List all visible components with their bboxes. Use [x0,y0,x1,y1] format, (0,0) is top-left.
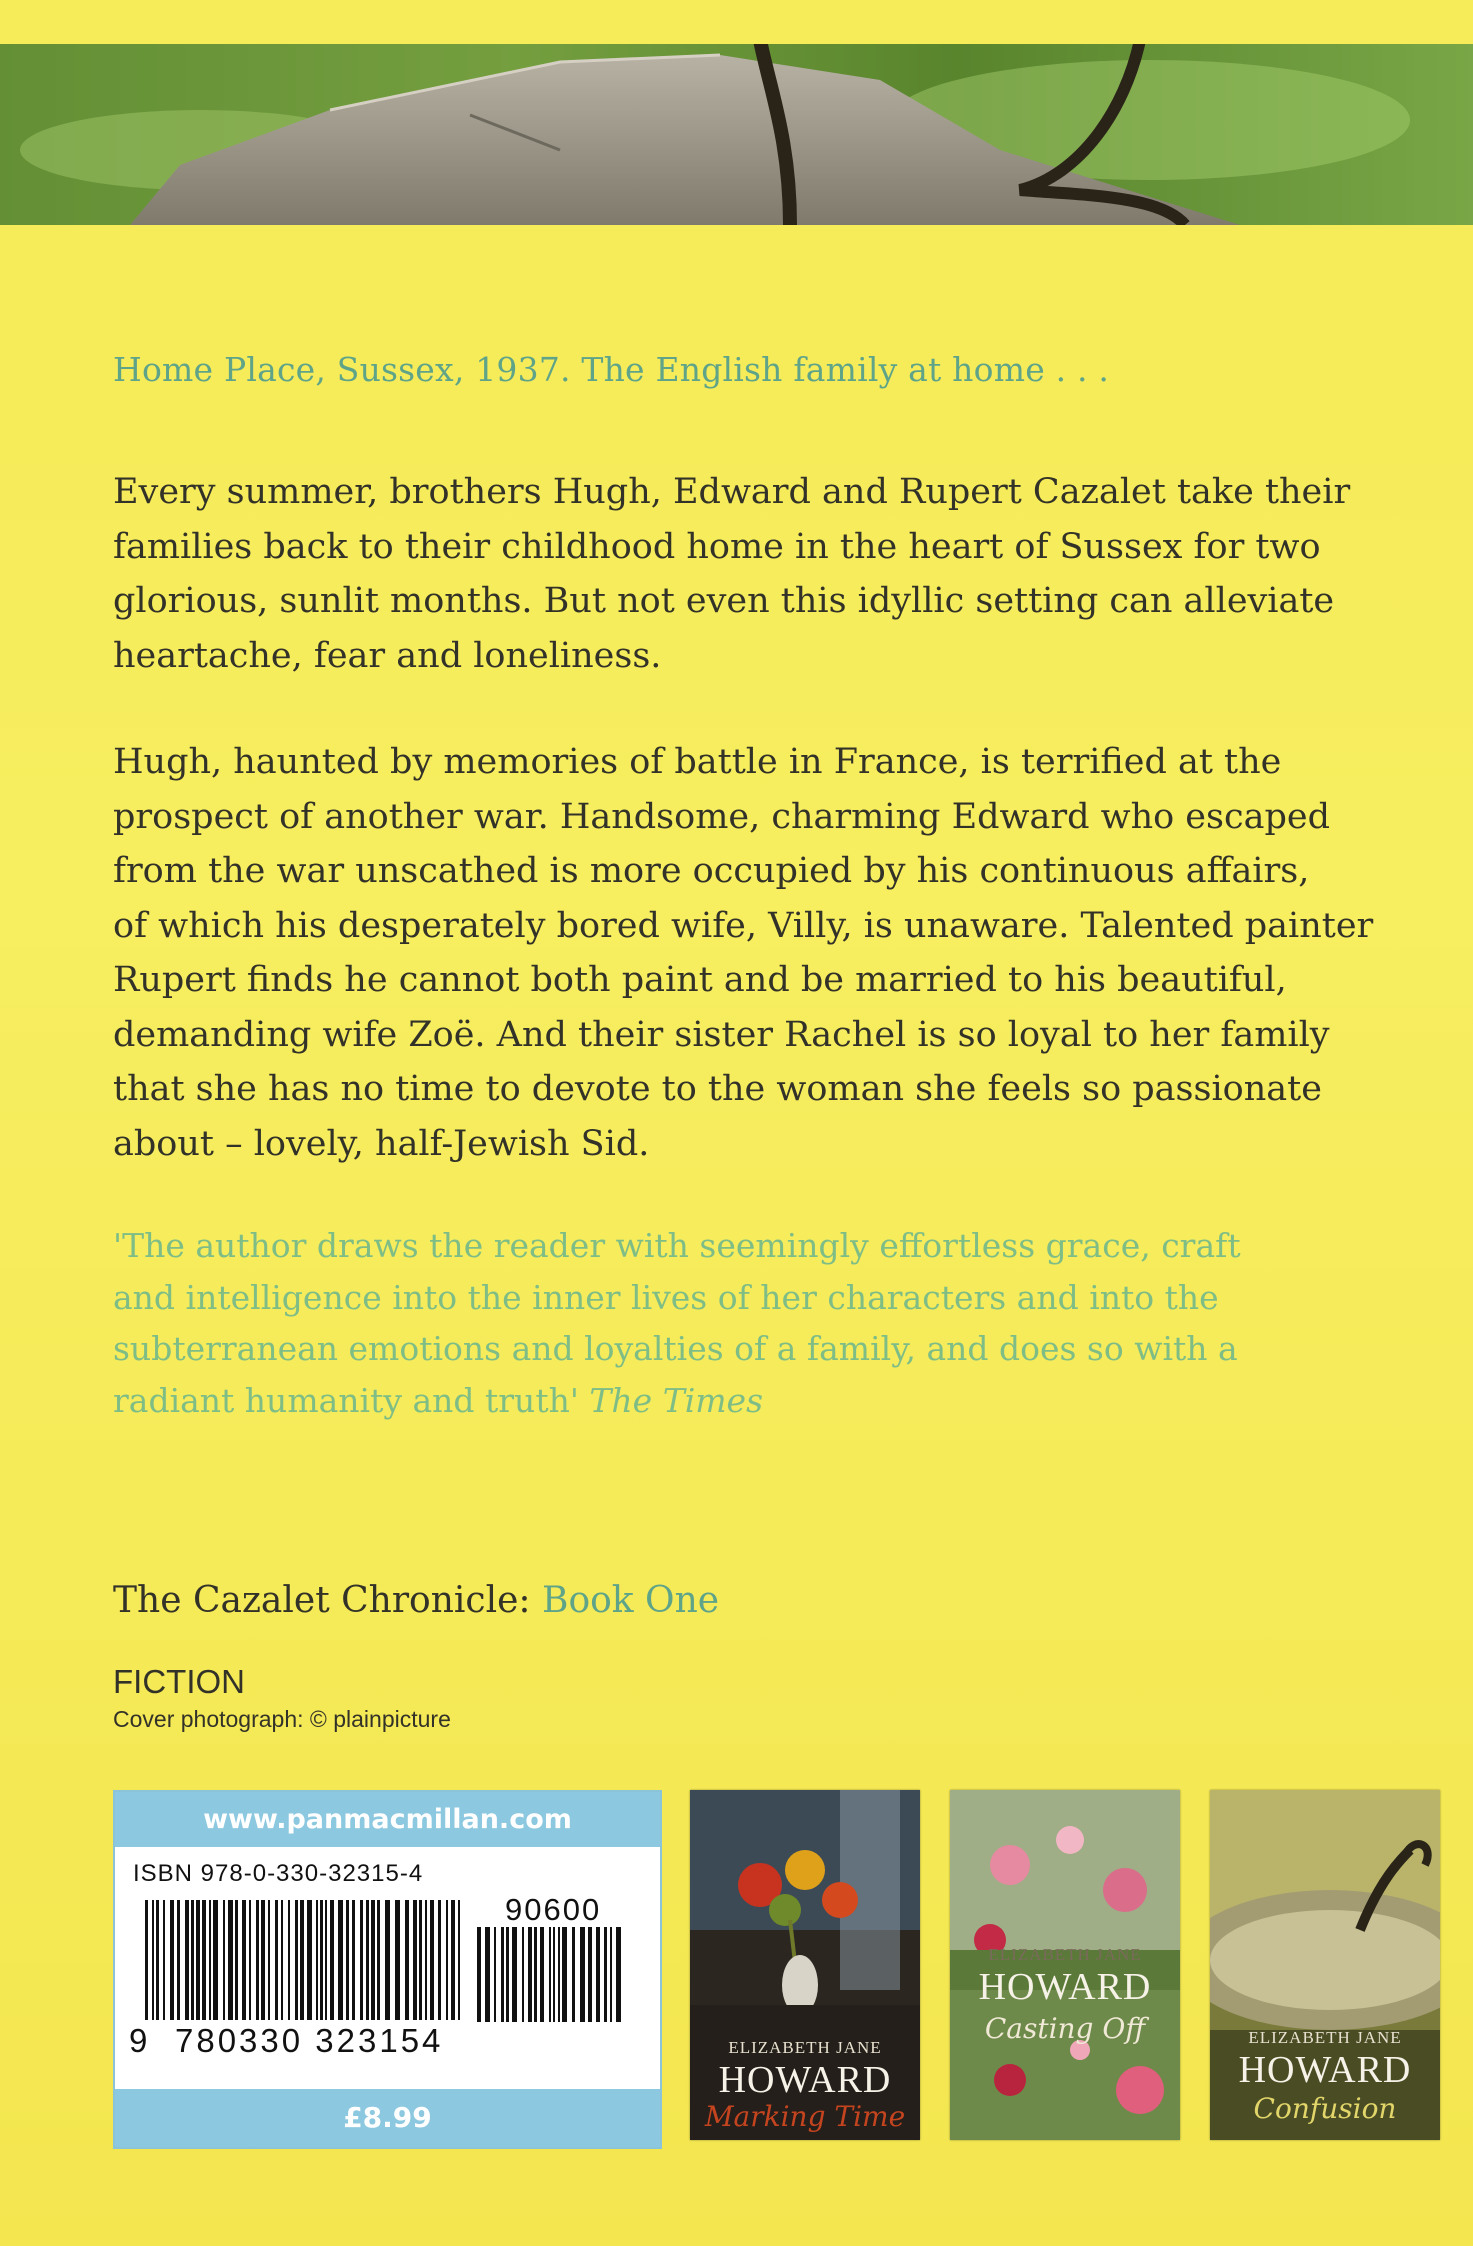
barcode-bar [438,1900,441,2020]
barcode-bar [494,1927,496,2022]
barcode-bar [307,1900,312,2020]
author-first-name: ELIZABETH [728,2038,831,2057]
barcode-bar [549,1927,551,2022]
barcode-bar [191,1900,194,2020]
price-label: £8.99 [115,2089,660,2147]
barcode-bar [528,1927,532,2022]
barcode-bar [360,1900,363,2020]
barcode-bar [352,1900,355,2020]
barcode-bar [300,1900,304,2020]
barcode-bar [616,1927,621,2022]
barcode-bar [228,1900,233,2020]
ean-first-digit: 9 [129,2022,148,2059]
barcode-bar [256,1900,259,2020]
thumb-title: Marking Time [704,2100,906,2133]
text-line: from the war unscathed is more occupied by his continuous affairs, [113,851,1310,891]
barcode-bar [377,1900,380,2020]
thumb-author-surname: HOWARD [718,2059,892,2101]
text-line: that she has no time to devote to the woman she feels so passionate [113,1069,1322,1109]
barcode-bar [152,1900,154,2020]
author-middle-name: JANE [836,2038,882,2057]
text-line: subterranean emotions and loyalties of a family, and does so with a [113,1329,1238,1368]
barcode-bar [501,1927,504,2022]
barcode-bar [425,1900,427,2020]
barcode-bar [477,1927,481,2022]
addon-barcode-icon [477,1927,627,2022]
barcode-bar [288,1900,290,2020]
barcode-bar [446,1900,448,2020]
book-thumbnail-confusion [1210,1790,1440,2140]
garden-photo-icon [0,0,1473,225]
barcode-bar [366,1900,369,2020]
barcode-bar [213,1900,218,2020]
thumb-author-surname: HOWARD [1238,2049,1412,2091]
thumb-author-first [690,2038,920,2058]
synopsis-paragraph-1 [113,465,1383,683]
barcode-bar [316,1900,318,2020]
barcode-bar [235,1900,238,2020]
barcode-bar [223,1900,225,2020]
review-quote [113,1220,1383,1426]
barcode-bar [596,1927,600,2022]
barcode-bar [610,1927,612,2022]
series-name: The Cazalet Chronicle: [113,1580,531,1621]
barcode-bar [330,1900,334,2020]
barcode-bar [588,1927,592,2022]
isbn-text: ISBN 978-0-330-32315-4 [133,1860,424,1887]
barcode-bar [196,1900,200,2020]
barcode-bar [163,1900,165,2020]
barcode-bar [346,1900,349,2020]
barcode-bar [295,1900,298,2020]
ean-barcode-icon [145,1900,465,2020]
book-thumbnail-casting-off [950,1790,1180,2140]
barcode-bar [534,1927,537,2022]
barcode-bar [268,1900,270,2020]
barcode-bar [604,1927,607,2022]
text-line: Hugh, haunted by memories of battle in France, is terrified at the [113,742,1282,782]
barcode-bar [261,1900,265,2020]
barcode-bar [562,1927,567,2022]
barcode-bar [485,1927,490,2022]
barcode-bar [553,1927,555,2022]
barcode-bar [320,1900,323,2020]
text-line: about – lovely, half-Jewish Sid. [113,1123,650,1164]
barcode-bar [275,1900,278,2020]
barcode-bar [177,1900,180,2020]
barcode-bar [209,1900,211,2020]
series-label [113,1580,1383,1621]
series-book-number: Book One [542,1580,720,1621]
text-line: Every summer, brothers Hugh, Edward and Rupert Cazalet take their [113,472,1351,512]
barcode-bar [249,1900,251,2020]
barcode-bar [242,1900,246,2020]
genre-label: FICTION [113,1663,245,1700]
barcode-bar [580,1927,585,2022]
publisher-url[interactable]: www.panmacmillan.com [115,1792,660,1847]
price-code-digits: 90600 [505,1892,602,1927]
thumb-author-first: ELIZABETH JANE [988,1945,1142,1964]
quote-last-line: radiant humanity and truth' [113,1380,579,1420]
barcode-bar [338,1900,343,2020]
text-line: demanding wife Zoë. And their sister Rachel is so loyal to her family [113,1014,1330,1055]
barcode-bar [281,1900,283,2020]
barcode-bar [156,1900,159,2020]
barcode-bar [572,1927,575,2022]
text-line: families back to their childhood home in the heart of Sussex for two [113,526,1321,567]
text-line: of which his desperately bored wife, Villy, is unaware. Talented painter [113,905,1374,946]
thumb-title: Casting Off [984,2012,1146,2045]
synopsis-paragraph-2 [113,735,1383,1171]
barcode-panel [113,1790,662,2149]
text-line: and intelligence into the inner lives of her characters and into the [113,1277,1219,1317]
barcode-bar [512,1927,517,2022]
thumb-author-surname: HOWARD [978,1966,1152,2008]
quote-source: The Times [589,1380,764,1420]
barcode-bar [145,1900,148,2020]
text-line: Rupert finds he cannot both paint and be married to his beautiful, [113,960,1287,1000]
barcode-bar [558,1927,560,2022]
book-thumbnail-marking-time [690,1790,920,2140]
ean-digits: 780330 323154 [175,2022,444,2059]
barcode-bar [419,1900,422,2020]
barcode-bar [506,1927,509,2022]
text-line: 'The author draws the reader with seemingly effortless grace, craft [113,1226,1241,1265]
barcode-bar [413,1900,417,2020]
barcode-bar [405,1900,409,2020]
barcode-bar [371,1900,375,2020]
barcode-bar [522,1927,524,2022]
thumb-title: Confusion [1253,2092,1397,2125]
thumb-author-first: ELIZABETH JANE [1248,2028,1402,2047]
barcode-bar [385,1900,390,2020]
barcode-bar [458,1900,460,2020]
barcode-bar [395,1900,400,2020]
text-line: glorious, sunlit months. But not even this idyllic setting can alleviate [113,581,1335,621]
garden-photo [0,0,1473,225]
text-line: prospect of another war. Handsome, charming Edward who escaped [113,796,1330,837]
barcode-bar [540,1927,544,2022]
photo-credit: Cover photograph: © plainpicture [113,1706,451,1732]
barcode-bar [325,1900,327,2020]
tagline: Home Place, Sussex, 1937. The English family at home . . . [113,350,1110,389]
barcode-bar [170,1900,174,2020]
barcode-bar [202,1900,206,2020]
barcode-bar [451,1900,455,2020]
text-line [113,1375,1383,1427]
text-line: heartache, fear and loneliness. [113,635,662,676]
barcode-bar [185,1900,189,2020]
barcode-bar [430,1900,434,2020]
